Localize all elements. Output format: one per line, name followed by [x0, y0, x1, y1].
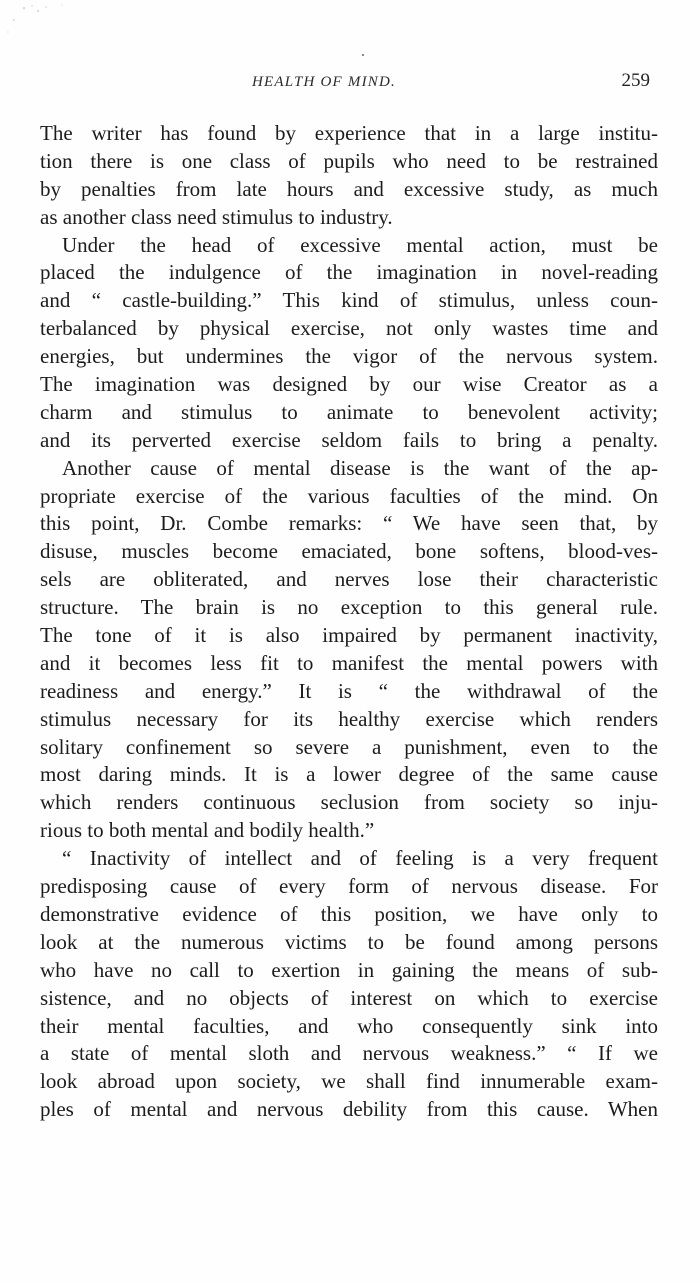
text-line: and it becomes less fit to manifest the mental powers with [40, 650, 658, 675]
text-line: solitary confinement so severe a punishment, even to the [40, 734, 658, 759]
text-line: sistence, and no objects of interest on which to exercise [40, 985, 658, 1010]
text-line: The writer has found by experience that in a large institu- [40, 121, 658, 145]
text-line: look abroad upon society, we shall find innumerable exam- [40, 1069, 658, 1094]
text-line: look at the numerous victims to be found among persons [40, 929, 658, 954]
text-line: predisposing cause of every form of nervous disease. For [40, 874, 658, 899]
page-number: 259 [621, 70, 650, 91]
text-line: propriate exercise of the various faculties of the mind. On [40, 483, 658, 508]
text-line: stimulus necessary for its healthy exercise which renders [40, 706, 658, 731]
text-line: energies, but undermines the vigor of the nervous system. [40, 344, 658, 369]
text-line: structure. The brain is no exception to this general rule. [40, 595, 658, 620]
text-line: terbalanced by physical exercise, not only wastes time and [40, 316, 658, 341]
text-line: and “ castle-building.” This kind of stimulus, unless coun- [40, 288, 658, 313]
page-header [40, 72, 658, 96]
ink-speck [362, 54, 364, 56]
text-line: most daring minds. It is a lower degree of the same cause [40, 762, 658, 787]
paragraph-start-line: Under the head of excessive mental action, must be [62, 232, 658, 257]
text-line: and its perverted exercise seldom fails to bring a penalty. [40, 427, 658, 452]
running-head: HEALTH OF MIND. [252, 74, 396, 90]
text-line: this point, Dr. Combe remarks: “ We have seen that, by [40, 511, 658, 536]
text-line: their mental faculties, and who consequently sink into [40, 1013, 658, 1038]
text-line: which renders continuous seclusion from society so inju- [40, 790, 658, 815]
text-line: disuse, muscles become emaciated, bone softens, blood-ves- [40, 539, 658, 564]
text-line: charm and stimulus to animate to benevolent activity; [40, 399, 658, 424]
text-line: The imagination was designed by our wise Creator as a [40, 372, 658, 397]
text-line: by penalties from late hours and excessive study, as much [40, 176, 658, 201]
paragraph-start-line: “ Inactivity of intellect and of feeling is a very frequent [62, 846, 658, 871]
body-text [40, 120, 658, 1124]
text-line: sels are obliterated, and nerves lose their characteristic [40, 567, 658, 592]
text-line: The tone of it is also impaired by permanent inactivity, [40, 623, 658, 648]
text-line: placed the indulgence of the imagination in novel-reading [40, 260, 658, 285]
text-line: readiness and energy.” It is “ the withdrawal of the [40, 678, 658, 703]
text-line: as another class need stimulus to industry. [40, 204, 393, 229]
paper-specks [2, 2, 82, 42]
text-line: rious to both mental and bodily health.” [40, 818, 375, 843]
text-line: ples of mental and nervous debility from this cause. When [40, 1097, 658, 1122]
paragraph-start-line: Another cause of mental disease is the want of the ap- [62, 455, 658, 480]
text-line: demonstrative evidence of this position, we have only to [40, 901, 658, 926]
text-line: who have no call to exertion in gaining the means of sub- [40, 957, 658, 982]
text-line: tion there is one class of pupils who need to be restrained [40, 148, 658, 173]
text-line: a state of mental sloth and nervous weakness.” “ If we [40, 1041, 658, 1066]
